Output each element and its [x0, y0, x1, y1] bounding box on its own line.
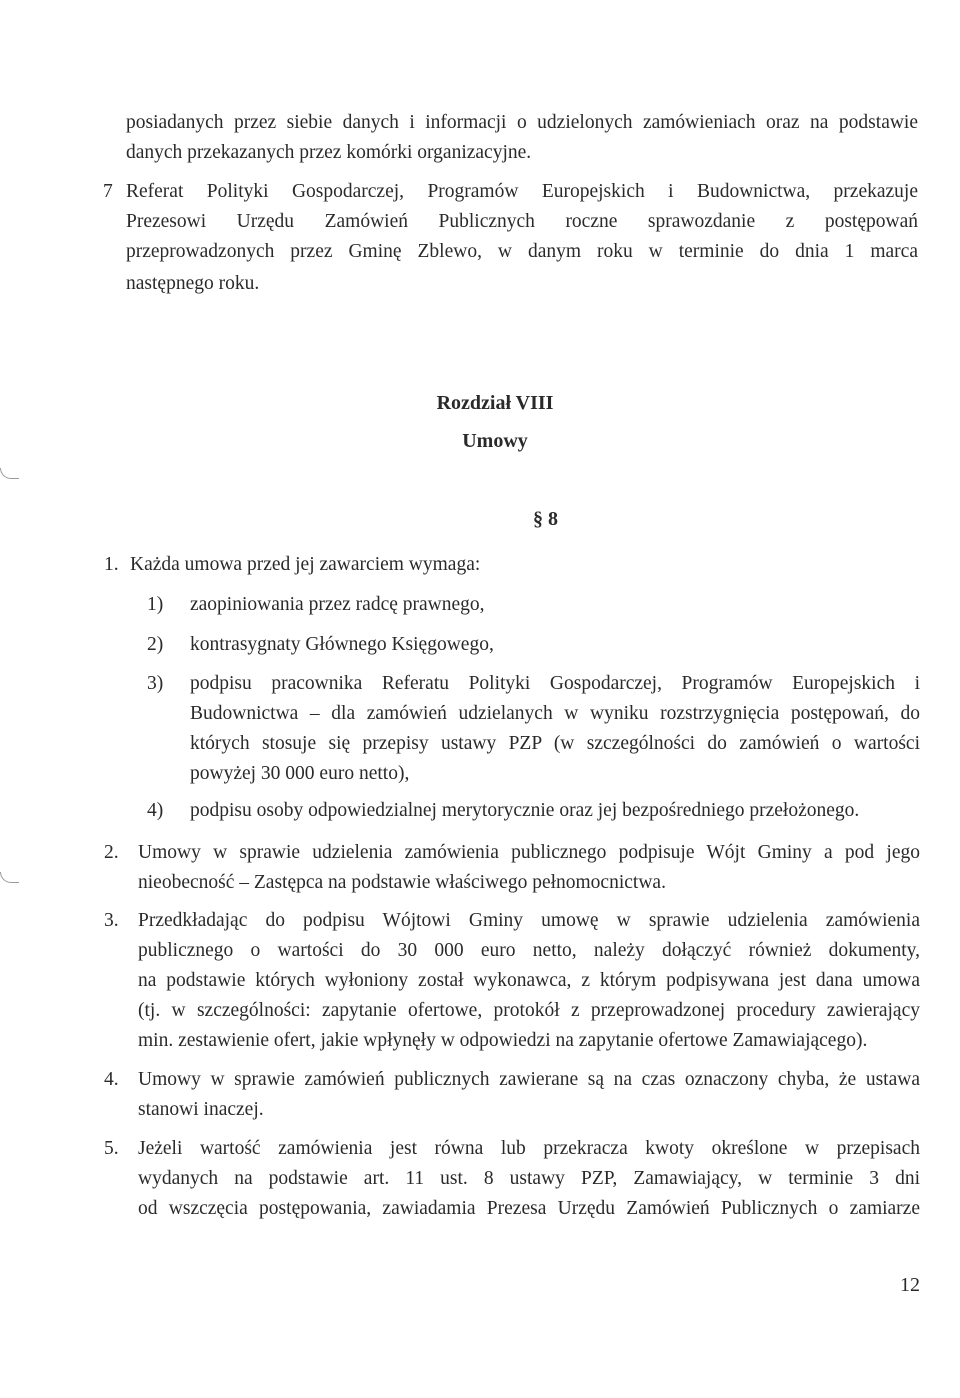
item-1-line-1: Każda umowa przed jej zawarciem wymaga: [130, 554, 481, 575]
item-2-line-1: Umowy w sprawie udzielenia zamówienia publicznego podpisuje Wójt Gminy a pod jego [138, 842, 920, 863]
subitem-2-text: kontrasygnaty Głównego Księgowego, [190, 634, 494, 655]
page-number: 12 [900, 1274, 920, 1296]
item-3-line-1: Przedkładając do podpisu Wójtowi Gminy umowę w sprawie udzielenia zamówienia [138, 910, 920, 931]
item-4-line-2: stanowi inaczej. [138, 1099, 264, 1120]
item-3-line-2: publicznego o wartości do 30 000 euro netto, należy dołączyć również dokumenty, [138, 940, 920, 961]
item-1-number: 1. [104, 554, 119, 575]
item-3-line-5: min. zestawienie ofert, jakie wpłynęły w odpowiedzi na zapytanie ofertowe Zamawiającego). [138, 1030, 868, 1051]
scan-mark-bottom [0, 872, 19, 883]
subitem-4-text: podpisu osoby odpowiedzialnej merytorycznie oraz jej bezpośredniego przełożonego. [190, 800, 860, 821]
scan-mark-top [0, 468, 19, 479]
item-3-number: 3. [104, 910, 119, 931]
item-4-number: 4. [104, 1069, 119, 1090]
section-symbol: § 8 [533, 508, 558, 530]
item-7-number: 7 [103, 181, 113, 202]
intro-line-2: danych przekazanych przez komórki organizacyjne. [126, 142, 532, 163]
item-3-line-4: (tj. w szczególności: zapytanie ofertowe, protokół z przeprowadzonej procedury zawierający [138, 1000, 920, 1021]
item-7-line-1: Referat Polityki Gospodarczej, Programów Europejskich i Budownictwa, przekazuje [126, 181, 918, 202]
subitem-1-text: zaopiniowania przez radcę prawnego, [190, 594, 485, 615]
item-3-line-3: na podstawie których wyłoniony został wykonawca, z którym podpisywana jest dana umowa [138, 970, 920, 991]
item-2-line-2: nieobecność – Zastępca na podstawie właściwego pełnomocnictwa. [138, 872, 666, 893]
item-4-line-1: Umowy w sprawie zamówień publicznych zawierane są na czas oznaczony chyba, że ustawa [138, 1069, 920, 1090]
item-5-number: 5. [104, 1138, 119, 1159]
item-2-number: 2. [104, 842, 119, 863]
chapter-title: Rozdział VIII [436, 392, 554, 414]
intro-line-1: posiadanych przez siebie danych i informacji o udzielonych zamówieniach oraz na podstawie [126, 112, 918, 133]
subitem-3-number: 3) [147, 673, 164, 694]
subitem-1-number: 1) [147, 594, 164, 615]
item-7-line-4: następnego roku. [126, 273, 260, 294]
item-5-line-2: wydanych na podstawie art. 11 ust. 8 ustawy PZP, Zamawiający, w terminie 3 dni [138, 1168, 920, 1189]
subitem-4-number: 4) [147, 800, 164, 821]
subitem-3-line-3: których stosuje się przepisy ustawy PZP (w szczególności do zamówień o wartości [190, 733, 920, 754]
subitem-3-line-2: Budownictwa – dla zamówień udzielanych w wyniku rozstrzygnięcia postępowań, do [190, 703, 920, 724]
item-5-line-1: Jeżeli wartość zamówienia jest równa lub przekracza kwoty określone w przepisach [138, 1138, 920, 1159]
item-7-line-3: przeprowadzonych przez Gminę Zblewo, w danym roku w terminie do dnia 1 marca [126, 241, 918, 262]
subitem-2-number: 2) [147, 634, 164, 655]
chapter-subtitle: Umowy [462, 430, 528, 452]
item-5-line-3: od wszczęcia postępowania, zawiadamia Prezesa Urzędu Zamówień Publicznych o zamiarze [138, 1198, 920, 1219]
item-7-line-2: Prezesowi Urzędu Zamówień Publicznych roczne sprawozdanie z postępowań [126, 211, 918, 232]
subitem-3-line-1: podpisu pracownika Referatu Polityki Gospodarczej, Programów Europejskich i [190, 673, 920, 694]
subitem-3-line-4: powyżej 30 000 euro netto), [190, 763, 410, 784]
